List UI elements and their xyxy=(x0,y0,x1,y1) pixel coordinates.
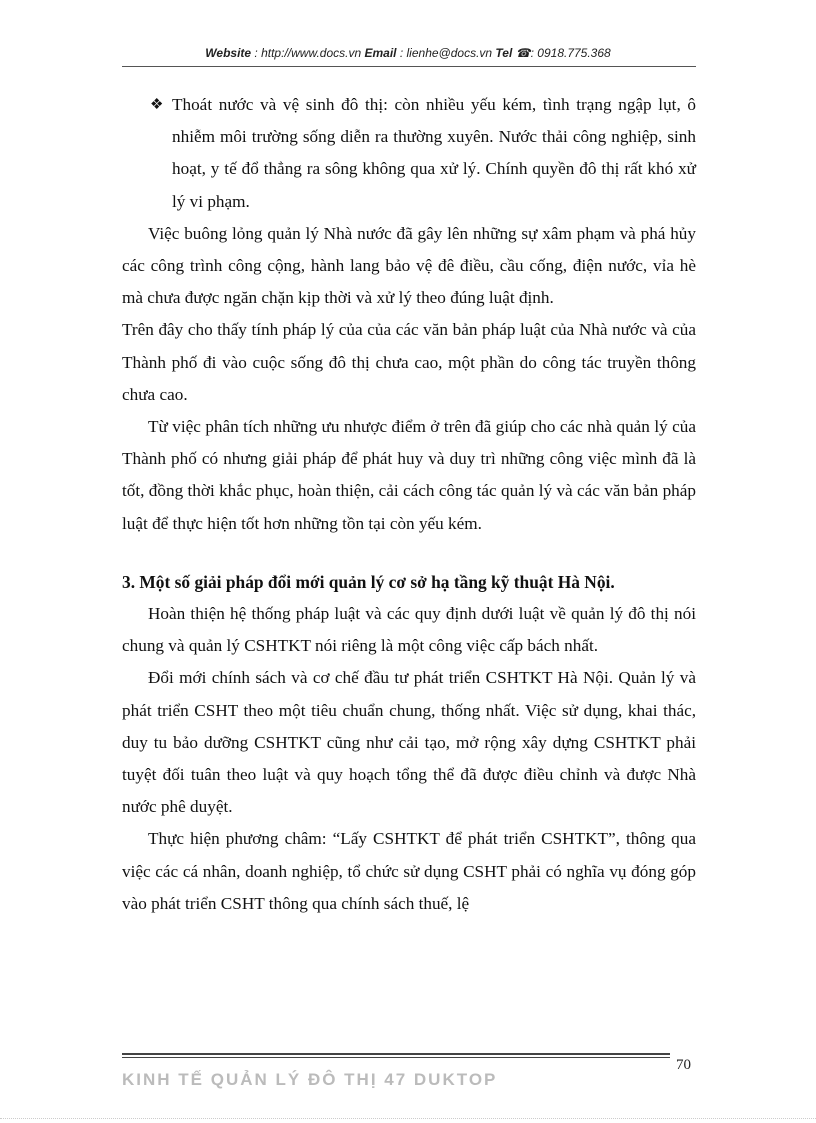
header-rule xyxy=(122,66,696,67)
page-content xyxy=(122,89,696,920)
paragraph-1: Việc buông lỏng quản lý Nhà nước đã gây lên những sự xâm phạm và phá hủy các công trình công cộng, hành lang bảo vệ đê điều, cầu cống, điện nước, vỉa hè mà chưa được ngăn chặn kịp thời và xử lý theo đúng luật định. xyxy=(122,223,696,308)
paragraph-3: Từ việc phân tích những ưu nhược điểm ở trên đã giúp cho các nhà quản lý của Thành phố có nhưng giải pháp để phát huy và duy trì những công việc mình đã là tốt, đồng thời khắc phục, hoàn thiện, cải cách công tác quản lý và các văn bản pháp luật để thực hiện tốt hơn những tồn tại còn yếu kém. xyxy=(122,417,696,533)
footer-rule-thin xyxy=(122,1057,670,1058)
footer-running-title: KINH TẾ QUẢN LÝ ĐÔ THỊ 47 DUKTOP xyxy=(122,1070,498,1089)
footer-rule-thick xyxy=(122,1053,670,1055)
tel-value: : 0918.775.368 xyxy=(530,46,611,60)
page-header xyxy=(0,46,816,60)
page-bottom-dots xyxy=(0,1118,816,1119)
bullet-item xyxy=(122,89,696,218)
email-label: Email xyxy=(364,46,397,60)
bullet-text: Thoát nước và vệ sinh đô thị: còn nhiều yếu kém, tình trạng ngập lụt, ô nhiễm môi trường sống diễn ra thường xuyên. Nước thải công nghiệp, sinh hoạt, y tế đổ thẳng ra sông không qua xử lý. Chính quyền đô thị rất khó xử lý vi phạm. xyxy=(172,95,696,211)
website-value: : http://www.docs.vn xyxy=(254,46,362,60)
paragraph-6: Thực hiện phương châm: “Lấy CSHTKT để phát triển CSHTKT”, thông qua việc các cá nhân, doanh nghiệp, tổ chức sử dụng CSHT phải có nghĩa vụ đóng góp vào phát triển CSHT thông qua chính sách thuế, lệ xyxy=(122,829,696,913)
website-label: Website xyxy=(205,46,252,60)
phone-icon: ☎ xyxy=(515,46,531,60)
paragraph-2: Trên đây cho thấy tính pháp lý của của các văn bản pháp luật của Nhà nước và của Thành phố đi vào cuộc sống đô thị chưa cao, một phần do công tác truyền thông chưa cao. xyxy=(122,320,696,404)
page-number: 70 xyxy=(676,1057,691,1073)
paragraph-5: Đổi mới chính sách và cơ chế đầu tư phát triển CSHTKT Hà Nội. Quản lý và phát triển CSHT theo một tiêu chuẩn chung, thống nhất. Việc sử dụng, khai thác, duy tu bảo dưỡng CSHTKT cũng như cải tạo, mở rộng xây dựng CSHTKT phải tuyệt đối tuân theo luật và quy hoạch tổng thể đã được điều chỉnh và được Nhà nước phê duyệt. xyxy=(122,668,696,817)
email-value: : lienhe@docs.vn xyxy=(399,46,493,60)
paragraph-4: Hoàn thiện hệ thống pháp luật và các quy định dưới luật về quản lý đô thị nói chung và quản lý CSHTKT nói riêng là một công việc cấp bách nhất. xyxy=(122,604,696,656)
diamond-bullet-icon: ❖ xyxy=(150,97,164,113)
section-heading: 3. Một số giải pháp đổi mới quản lý cơ sở hạ tầng kỹ thuật Hà Nội. xyxy=(122,571,615,592)
tel-label: Tel xyxy=(495,46,513,60)
